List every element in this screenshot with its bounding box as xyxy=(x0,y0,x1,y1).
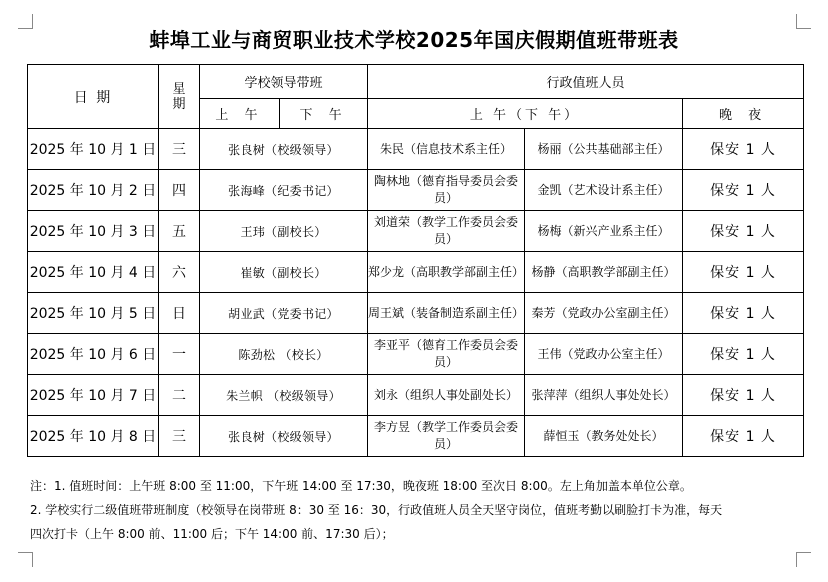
duty-admin-2: 杨丽（公共基础部主任） xyxy=(525,129,683,170)
header-am-pm: 上 午（下 午） xyxy=(368,99,683,129)
table-row xyxy=(28,211,804,252)
header-weekday-top: 星 xyxy=(172,81,186,97)
header-date: 日 期 xyxy=(28,65,159,129)
table-row xyxy=(28,375,804,416)
duty-date: 2025 年 10 月 1 日 xyxy=(28,129,159,170)
duty-night: 保安 1 人 xyxy=(683,293,804,334)
duty-admin-1: 刘道荣（教学工作委员会委员） xyxy=(368,211,525,252)
duty-leader: 张海峰（纪委书记） xyxy=(200,170,368,211)
duty-weekday: 四 xyxy=(159,170,200,211)
table-row xyxy=(28,416,804,457)
duty-date: 2025 年 10 月 3 日 xyxy=(28,211,159,252)
document-title: 蚌埠工业与商贸职业技术学校2025年国庆假期值班带班表 xyxy=(149,28,679,52)
header-weekday-bottom: 期 xyxy=(172,96,186,112)
duty-weekday: 三 xyxy=(159,129,200,170)
duty-night: 保安 1 人 xyxy=(683,170,804,211)
duty-admin-2: 薛恒玉（教务处处长） xyxy=(525,416,683,457)
duty-leader: 陈劲松 （校长） xyxy=(200,334,368,375)
duty-schedule-table xyxy=(27,64,804,457)
table-row xyxy=(28,334,804,375)
duty-night: 保安 1 人 xyxy=(683,252,804,293)
duty-admin-2: 王伟（党政办公室主任） xyxy=(525,334,683,375)
duty-weekday: 五 xyxy=(159,211,200,252)
duty-night: 保安 1 人 xyxy=(683,129,804,170)
duty-admin-2: 秦芳（党政办公室副主任） xyxy=(525,293,683,334)
duty-leader: 张良树（校级领导） xyxy=(200,129,368,170)
duty-leader: 崔敏（副校长） xyxy=(200,252,368,293)
duty-date: 2025 年 10 月 4 日 xyxy=(28,252,159,293)
duty-date: 2025 年 10 月 6 日 xyxy=(28,334,159,375)
duty-admin-1: 郑少龙（高职教学部副主任） xyxy=(368,252,525,293)
duty-weekday: 三 xyxy=(159,416,200,457)
note-line-3: 四次打卡（上午 8:00 前、11:00 后；下午 14:00 前、17:30 后）； xyxy=(30,527,394,541)
note-line-1: 注：1. 值班时间：上午班 8:00 至 11:00，下午班 14:00 至 17:30，晚夜班 18:00 至次日 8:00。左上角加盖本单位公章。 xyxy=(30,479,692,493)
duty-date: 2025 年 10 月 7 日 xyxy=(28,375,159,416)
duty-weekday: 二 xyxy=(159,375,200,416)
duty-admin-2: 金凯（艺术设计系主任） xyxy=(525,170,683,211)
duty-date: 2025 年 10 月 8 日 xyxy=(28,416,159,457)
page-corner-mark xyxy=(796,552,811,567)
duty-weekday: 六 xyxy=(159,252,200,293)
duty-night: 保安 1 人 xyxy=(683,416,804,457)
duty-admin-1: 李亚平（德育工作委员会委员） xyxy=(368,334,525,375)
duty-weekday: 一 xyxy=(159,334,200,375)
duty-leader: 朱兰帜 （校级领导） xyxy=(200,375,368,416)
duty-leader: 胡业武（党委书记） xyxy=(200,293,368,334)
header-pm: 下 午 xyxy=(280,99,368,129)
header-weekday xyxy=(159,65,200,129)
header-leader: 学校领导带班 xyxy=(200,65,368,99)
duty-admin-1: 李方昱（教学工作委员会委员） xyxy=(368,416,525,457)
notes-section xyxy=(30,474,810,546)
duty-admin-2: 杨梅（新兴产业系主任） xyxy=(525,211,683,252)
header-night: 晚 夜 xyxy=(683,99,804,129)
duty-admin-2: 杨静（高职教学部副主任） xyxy=(525,252,683,293)
table-row xyxy=(28,170,804,211)
duty-admin-1: 周王斌（装备制造系副主任） xyxy=(368,293,525,334)
table-row xyxy=(28,293,804,334)
table-row xyxy=(28,129,804,170)
duty-admin-2: 张萍萍（组织人事处处长） xyxy=(525,375,683,416)
duty-night: 保安 1 人 xyxy=(683,375,804,416)
duty-admin-1: 朱民（信息技术系主任） xyxy=(368,129,525,170)
note-line-2: 2. 学校实行二级值班带班制度（校领导在岗带班 8：30 至 16：30，行政值班人员全天坚守岗位，值班考勤以刷脸打卡为准，每天 xyxy=(30,503,723,517)
duty-date: 2025 年 10 月 5 日 xyxy=(28,293,159,334)
header-am: 上 午 xyxy=(200,99,280,129)
duty-weekday: 日 xyxy=(159,293,200,334)
duty-date: 2025 年 10 月 2 日 xyxy=(28,170,159,211)
duty-leader: 王玮（副校长） xyxy=(200,211,368,252)
duty-night: 保安 1 人 xyxy=(683,334,804,375)
duty-admin-1: 刘永（组织人事处副处长） xyxy=(368,375,525,416)
duty-night: 保安 1 人 xyxy=(683,211,804,252)
duty-admin-1: 陶林地（德育指导委员会委员） xyxy=(368,170,525,211)
duty-leader: 张良树（校级领导） xyxy=(200,416,368,457)
page-corner-mark xyxy=(18,552,33,567)
header-admin: 行政值班人员 xyxy=(368,65,804,99)
table-row xyxy=(28,252,804,293)
